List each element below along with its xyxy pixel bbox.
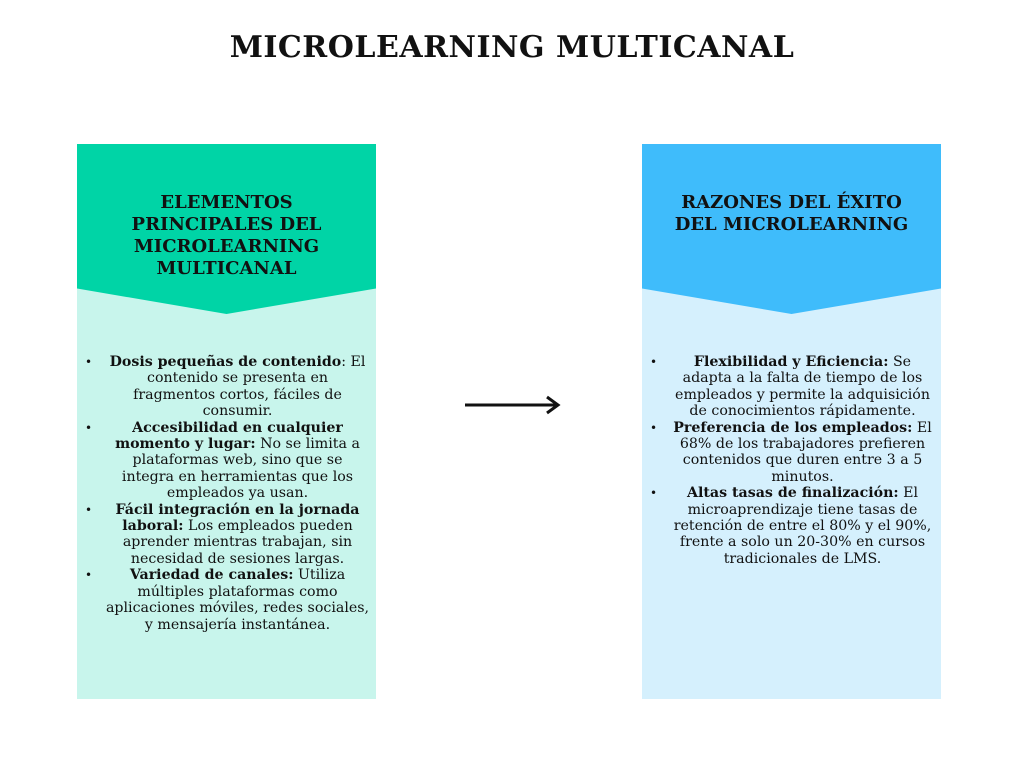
page-title: MICROLEARNING MULTICANAL xyxy=(229,30,795,65)
bullet-icon: • xyxy=(85,568,93,583)
list-item-heading: Accesibilidad en cualquier momento y lugar: xyxy=(115,419,343,453)
bullet-icon: • xyxy=(650,355,658,369)
right-panel-title: RAZONES DEL ÉXITO DEL MICROLEARNING xyxy=(674,192,909,235)
list-item xyxy=(650,419,935,486)
right-panel xyxy=(642,144,941,699)
list-item-text: El microaprendizaje tiene tasas de retención de entre el 80% y el 90%, frente a solo un 20-30% en cursos tradicionales de LMS. xyxy=(673,485,932,567)
bullet-icon: • xyxy=(85,355,93,369)
left-panel-title: ELEMENTOS PRINCIPALES DEL MICROLEARNING MULTICANAL xyxy=(131,192,322,279)
list-item xyxy=(650,485,935,567)
right-arrow-icon xyxy=(465,393,561,417)
list-item-text: : El contenido se presenta en fragmentos cortos, fáciles de consumir. xyxy=(133,354,366,420)
list-item xyxy=(85,567,370,633)
list-item xyxy=(85,419,370,502)
list-item-heading: Variedad de canales: xyxy=(129,567,294,584)
list-item-text: No se limita a plataformas web, sino que se integra en herramientas que los empleados ya usan. xyxy=(121,436,360,502)
list-item xyxy=(85,501,370,568)
list-item-heading: Preferencia de los empleados: xyxy=(673,419,913,436)
list-item-text: Se adapta a la falta de tiempo de los empleados y permite la adquisición de conocimientos rápidamente. xyxy=(675,354,930,420)
list-item-text: Los empleados pueden aprender mientras trabajan, sin necesidad de sesiones largas. xyxy=(122,518,353,567)
right-panel-list xyxy=(642,354,941,567)
bullet-icon: • xyxy=(650,420,658,435)
list-item xyxy=(85,354,370,420)
list-item-text: El 68% de los trabajadores prefieren contenidos que duren entre 3 a 5 minutos. xyxy=(679,419,932,485)
left-panel xyxy=(77,144,376,699)
bullet-icon: • xyxy=(650,486,658,501)
left-panel-list xyxy=(77,354,376,633)
list-item-heading: Dosis pequeñas de contenido xyxy=(109,354,342,370)
list-item-heading: Fácil integración en la jornada laboral: xyxy=(115,501,360,535)
list-item-heading: Flexibilidad y Eficiencia: xyxy=(693,354,889,370)
list-item-heading: Altas tasas de finalización: xyxy=(686,485,899,502)
bullet-icon: • xyxy=(85,420,93,435)
list-item-text: Utiliza múltiples plataformas como aplicaciones móviles, redes sociales, y mensajería instantánea. xyxy=(105,567,370,633)
list-item xyxy=(650,354,935,420)
bullet-icon: • xyxy=(85,502,93,517)
